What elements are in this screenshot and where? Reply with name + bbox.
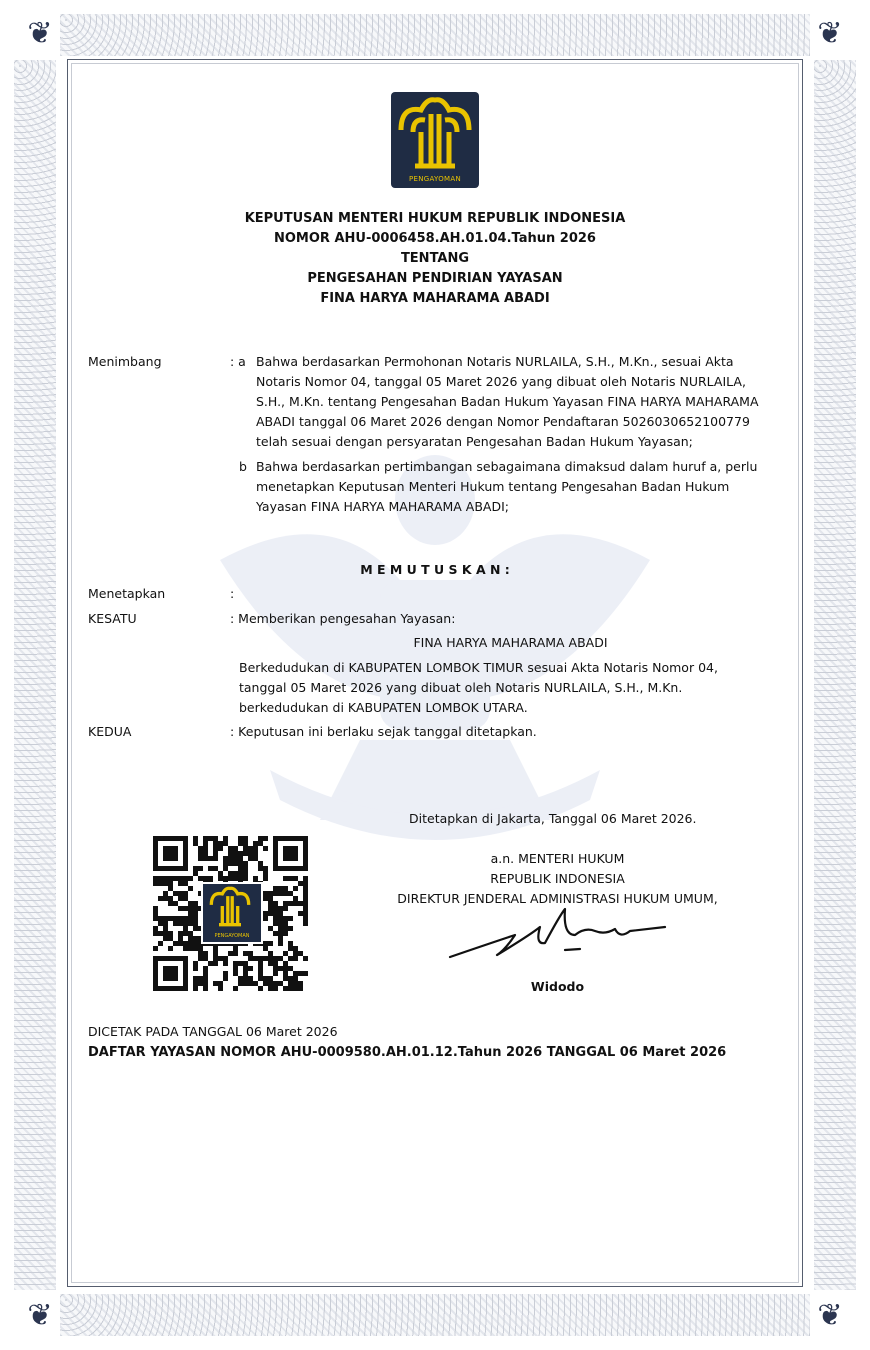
kesatu-detail-line: tanggal 05 Maret 2026 yang dibuat oleh Notaris NURLAILA, S.H., M.Kn. [239, 680, 683, 695]
decree-number: NOMOR AHU-0006458.AH.01.04.Tahun 2026 [274, 231, 596, 246]
corner-ornament-icon: ❦ [817, 1298, 843, 1333]
kedua-text: : Keputusan ini berlaku sejak tanggal ditetapkan. [230, 724, 537, 739]
menetapkan-colon: : [230, 586, 235, 601]
decree-about: TENTANG [400, 251, 470, 266]
menimbang-label: Menimbang [88, 354, 162, 369]
printed-date: DICETAK PADA TANGGAL 06 Maret 2026 [88, 1024, 338, 1039]
qr-center-logo [201, 882, 263, 944]
border-bottom [60, 1294, 810, 1336]
point-a-line: telah sesuai dengan persyaratan Pengesahan Badan Hukum Yayasan; [256, 434, 693, 449]
handwritten-signature [445, 905, 675, 970]
corner-ornament-icon: ❦ [817, 16, 843, 51]
pengayoman-emblem-icon [391, 92, 479, 172]
pengayoman-emblem-icon [203, 884, 257, 928]
point-b-line: menetapkan Keputusan Menteri Hukum tentang Pengesahan Badan Hukum [256, 479, 730, 494]
kesatu-detail-line: berkedudukan di KABUPATEN LOMBOK UTARA. [239, 700, 528, 715]
kesatu-detail-line: Berkedudukan di KABUPATEN LOMBOK TIMUR sesuai Akta Notaris Nomor 04, [239, 660, 718, 675]
signature-line3: DIREKTUR JENDERAL ADMINISTRASI HUKUM UMUM, [397, 891, 718, 906]
point-a-line: Bahwa berdasarkan Permohonan Notaris NURLAILA, S.H., M.Kn., sesuai Akta [256, 354, 734, 369]
qr-logo-caption: PENGAYOMAN [214, 933, 250, 939]
corner-ornament-icon: ❦ [27, 1298, 53, 1333]
menetapkan-label: Menetapkan [88, 586, 166, 601]
kesatu-label: KESATU [88, 611, 137, 626]
point-b-line: Yayasan FINA HARYA MAHARAMA ABADI; [256, 499, 510, 514]
decree-title: KEPUTUSAN MENTERI HUKUM REPUBLIK INDONESIA [244, 211, 626, 226]
signature-line1: a.n. MENTERI HUKUM [490, 851, 625, 866]
menimbang-marker-b: b [239, 459, 247, 474]
kesatu-detail [239, 658, 782, 718]
border-right [814, 60, 856, 1290]
kedua-label: KEDUA [88, 724, 132, 739]
register-number: DAFTAR YAYASAN NOMOR AHU-0009580.AH.01.12.Tahun 2026 TANGGAL 06 Maret 2026 [88, 1045, 727, 1060]
border-top [60, 14, 810, 56]
kesatu-foundation-name: FINA HARYA MAHARAMA ABADI [413, 635, 608, 650]
kesatu-text: : Memberikan pengesahan Yayasan: [230, 611, 456, 626]
signatory-name: Widodo [530, 979, 585, 994]
menimbang-colon-a: : a [230, 354, 246, 369]
signature-place-date: Ditetapkan di Jakarta, Tanggal 06 Maret 2026. [409, 811, 697, 826]
menimbang-point-a [256, 352, 782, 452]
border-left [14, 60, 56, 1290]
corner-ornament-icon: ❦ [27, 16, 53, 51]
decree-subject: PENGESAHAN PENDIRIAN YAYASAN [307, 271, 563, 286]
signature-line2: REPUBLIK INDONESIA [490, 871, 625, 886]
memutuskan-heading: M E M U T U S K A N : [360, 562, 510, 577]
point-a-line: Notaris Nomor 04, tanggal 05 Maret 2026 yang dibuat oleh Notaris NURLAILA, [256, 374, 746, 389]
point-b-line: Bahwa berdasarkan pertimbangan sebagaimana dimaksud dalam huruf a, perlu [256, 459, 758, 474]
logo-caption: PENGAYOMAN [408, 175, 462, 183]
menimbang-point-b [256, 457, 782, 517]
pengayoman-logo [391, 92, 479, 188]
point-a-line: ABADI tanggal 06 Maret 2026 dengan Nomor Pendaftaran 5026030652100779 [256, 414, 750, 429]
point-a-line: S.H., M.Kn. tentang Pengesahan Badan Hukum Yayasan FINA HARYA MAHARAMA [256, 394, 759, 409]
foundation-name-heading: FINA HARYA MAHARAMA ABADI [320, 291, 550, 306]
